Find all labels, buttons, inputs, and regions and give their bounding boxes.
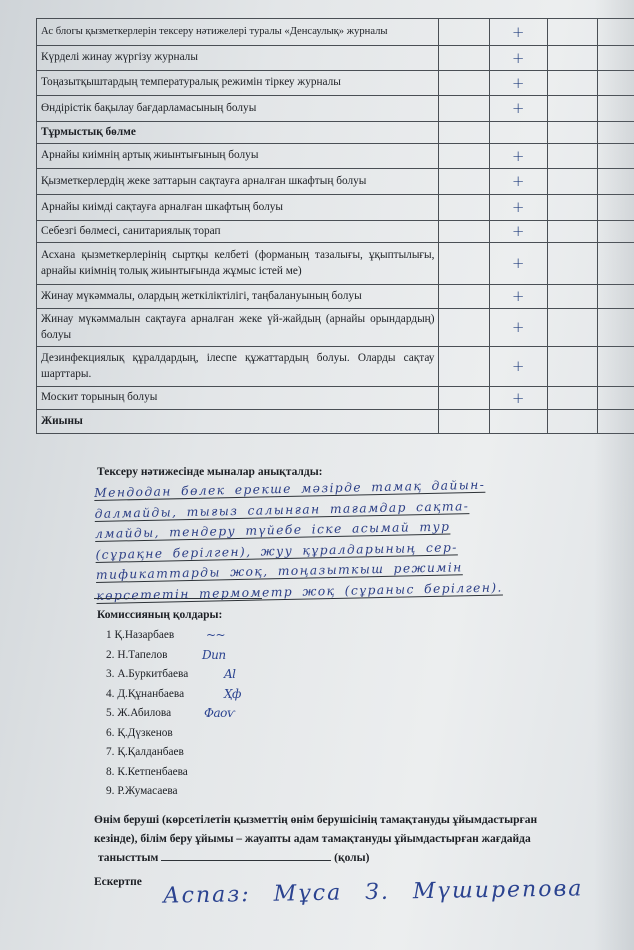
- criterion-label: Арнайы киімнің артық жиынтығының болуы: [37, 144, 439, 169]
- check-mark: +: [511, 73, 525, 92]
- member-signature: Фаоѵ: [204, 706, 235, 720]
- criterion-label: Асхана қызметкерлерінің сыртқы келбеті (форманың тазалығы, ұқыптылығы, арнайы киімнің толық жиынтығында жұмыс істей ме): [37, 243, 439, 285]
- member-name: Қ.Қалданбаев: [117, 746, 184, 758]
- empty-cell: [597, 195, 634, 221]
- check-mark: +: [511, 318, 525, 337]
- member-name: Р.Жумасаева: [117, 785, 178, 797]
- member-number: 6.: [106, 726, 115, 739]
- check-mark: +: [511, 146, 525, 165]
- check-mark: +: [511, 198, 525, 217]
- empty-cell: [439, 144, 489, 169]
- member-number: 9.: [106, 785, 115, 797]
- criterion-label: Москит торының болуы: [37, 387, 439, 410]
- inspection-table: [36, 18, 634, 434]
- check-cell: [489, 309, 547, 347]
- signature-blank: [161, 848, 331, 861]
- member-name: Қ.Назарбаев: [114, 629, 175, 641]
- commission-members-list: [106, 626, 241, 802]
- empty-cell: [439, 96, 489, 122]
- member-number: 4.: [106, 687, 115, 700]
- check-mark: +: [511, 254, 525, 273]
- empty-cell: [547, 221, 597, 243]
- signature-caption: (қолы): [334, 852, 370, 864]
- empty-cell: [547, 46, 597, 71]
- statement-acquainted: танысттым: [98, 852, 159, 864]
- empty-cell: [547, 285, 597, 309]
- empty-cell: [547, 347, 597, 387]
- criterion-label: Ас блогы қызметкерлерін тексеру нәтижелері туралы «Денсаулық» журналы: [37, 19, 439, 46]
- criterion-label: Күрделі жинау жүргізу журналы: [37, 46, 439, 71]
- empty-cell: [547, 243, 597, 285]
- empty-cell: [597, 243, 634, 285]
- commission-member: [106, 763, 188, 783]
- commission-member: [106, 685, 241, 705]
- check-mark: +: [511, 388, 525, 407]
- check-mark: +: [511, 172, 525, 191]
- member-name: К.Кетпенбаева: [117, 765, 188, 778]
- handwritten-line: лмайды, тендеру түйебе іске асымай тур: [94, 519, 451, 541]
- member-name: Н.Тапелов: [117, 648, 168, 661]
- check-cell: [489, 169, 547, 195]
- empty-cell: [547, 195, 597, 221]
- commission-member: [106, 626, 226, 646]
- check-mark: +: [511, 357, 525, 376]
- check-mark: +: [511, 48, 525, 67]
- check-mark: +: [511, 287, 525, 306]
- note-label: Ескертпе: [94, 876, 142, 888]
- empty-cell: [597, 387, 634, 410]
- empty-cell: [439, 410, 489, 434]
- commission-member: [106, 646, 226, 666]
- empty-cell: [597, 309, 634, 347]
- check-cell: [489, 144, 547, 169]
- empty-cell: [547, 309, 597, 347]
- statement-line-1: Өнім беруші (көрсетілетін қызметтің өнім берушісінің тамақтануды ұйымдастырған: [94, 814, 538, 826]
- check-cell: [489, 71, 547, 96]
- member-signature: ~~: [206, 628, 226, 642]
- empty-cell: [597, 96, 634, 122]
- empty-cell: [547, 71, 597, 96]
- member-signature: Ҳф: [224, 686, 241, 701]
- check-cell: [489, 285, 547, 309]
- findings-title: Тексеру нәтижесінде мыналар анықталды:: [97, 466, 323, 478]
- criterion-label: Қызметкерлердің жеке заттарын сақтауға арналған шкафтың болуы: [37, 169, 439, 195]
- commission-title: Комиссияның қолдары:: [97, 609, 223, 621]
- handwritten-line: Мендодан бөлек ерекше мәзірде тамақ дайын-: [94, 477, 486, 500]
- section-title: Тұрмыстық бөлме: [37, 122, 439, 144]
- inspection-table-body: [37, 19, 634, 434]
- empty-cell: [547, 19, 597, 46]
- empty-cell: [597, 221, 634, 243]
- check-cell: [489, 347, 547, 387]
- empty-cell: [597, 71, 634, 96]
- check-cell: [489, 387, 547, 410]
- handwritten-line: (сұрақне берілген), жуу құралдарының сер-: [95, 539, 458, 562]
- empty-cell: [597, 122, 634, 144]
- check-cell: [489, 410, 547, 434]
- empty-cell: [439, 19, 489, 46]
- empty-cell: [547, 122, 597, 144]
- empty-cell: [547, 387, 597, 410]
- member-name: А.Буркитбаева: [117, 668, 189, 680]
- commission-member: [106, 665, 236, 685]
- empty-cell: [597, 144, 634, 169]
- check-cell: [489, 122, 547, 144]
- table-row: [37, 285, 634, 309]
- findings-end-rule: [94, 598, 262, 599]
- commission-member: [106, 704, 235, 724]
- check-mark: +: [511, 22, 525, 41]
- table-row: [37, 169, 634, 195]
- empty-cell: [597, 46, 634, 71]
- empty-cell: [439, 71, 489, 96]
- table-row: [37, 347, 634, 387]
- empty-cell: [547, 169, 597, 195]
- empty-cell: [439, 387, 489, 410]
- empty-cell: [597, 169, 634, 195]
- empty-cell: [439, 169, 489, 195]
- check-cell: [489, 221, 547, 243]
- empty-cell: [439, 243, 489, 285]
- commission-member: [106, 724, 188, 744]
- member-name: Қ.Дүзкенов: [117, 726, 173, 739]
- check-cell: [489, 19, 547, 46]
- commission-member: [106, 782, 188, 802]
- table-row: [37, 195, 634, 221]
- check-cell: [489, 195, 547, 221]
- empty-cell: [597, 347, 634, 387]
- table-section-row: [37, 122, 634, 144]
- member-name: Ж.Абилова: [117, 707, 172, 719]
- criterion-label: Тоңазытқыштардың температуралық режимін тіркеу журналы: [37, 71, 439, 96]
- table-row: [37, 243, 634, 285]
- member-number: 7.: [106, 746, 115, 758]
- member-number: 2.: [106, 648, 115, 661]
- empty-cell: [439, 347, 489, 387]
- statement-line-2: кезінде), білім беру ұйымы – жауапты адам тамақтануды ұйымдастырған жағдайда: [94, 832, 531, 845]
- member-number: 5.: [106, 707, 115, 719]
- acknowledgement-statement: [94, 811, 634, 868]
- criterion-label: Өндірістік бақылау бағдарламасының болуы: [37, 96, 439, 122]
- empty-cell: [547, 144, 597, 169]
- criterion-label: Арнайы киімді сақтауға арналған шкафтың болуы: [37, 195, 439, 221]
- table-row: [37, 144, 634, 169]
- empty-cell: [547, 410, 597, 434]
- criterion-label: Дезинфекциялық құралдардың, ілеспе құжаттардың болуы. Оларды сақтау шарттары.: [37, 347, 439, 387]
- member-number: 1: [106, 629, 112, 641]
- member-signature: Dип: [202, 647, 226, 662]
- empty-cell: [439, 285, 489, 309]
- section-title: Жиыны: [37, 410, 439, 434]
- empty-cell: [439, 195, 489, 221]
- table-row: [37, 221, 634, 243]
- commission-member: [106, 743, 188, 763]
- criterion-label: Жинау мүкәммалын сақтауға арналған жеке үй-жайдың (арнайы орындардың) болуы: [37, 309, 439, 347]
- handwritten-findings: [94, 472, 634, 606]
- handwritten-line: тификаттарды жоқ, тоңазыткыш режимін: [95, 560, 463, 582]
- empty-cell: [439, 221, 489, 243]
- note-handwritten: Аспаз: Мұса З. Мүширепова: [162, 876, 584, 909]
- member-signature: Al: [224, 667, 236, 681]
- statement-line-3: [94, 848, 634, 868]
- criterion-label: Себезгі бөлмесі, санитариялық торап: [37, 221, 439, 243]
- empty-cell: [547, 96, 597, 122]
- empty-cell: [597, 410, 634, 434]
- check-cell: [489, 243, 547, 285]
- table-row: [37, 309, 634, 347]
- empty-cell: [439, 46, 489, 71]
- table-row: [37, 19, 634, 46]
- member-number: 3.: [106, 668, 115, 680]
- table-section-row: [37, 410, 634, 434]
- check-cell: [489, 96, 547, 122]
- table-row: [37, 46, 634, 71]
- check-cell: [489, 46, 547, 71]
- criterion-label: Жинау мүкәммалы, олардың жеткіліктілігі, таңбалануының болуы: [37, 285, 439, 309]
- table-row: [37, 96, 634, 122]
- table-row: [37, 387, 634, 410]
- member-name: Д.Құнанбаева: [117, 687, 185, 700]
- empty-cell: [439, 309, 489, 347]
- handwritten-line: далмайды, тығыз салынған тағамдар сақта-: [94, 498, 470, 521]
- member-number: 8.: [106, 765, 115, 778]
- empty-cell: [597, 285, 634, 309]
- handwritten-line: көрсететін термометр жоқ (сұраныс берілген).: [96, 579, 503, 603]
- check-mark: +: [511, 99, 525, 118]
- empty-cell: [439, 122, 489, 144]
- empty-cell: [597, 19, 634, 46]
- table-row: [37, 71, 634, 96]
- check-mark: +: [511, 222, 525, 241]
